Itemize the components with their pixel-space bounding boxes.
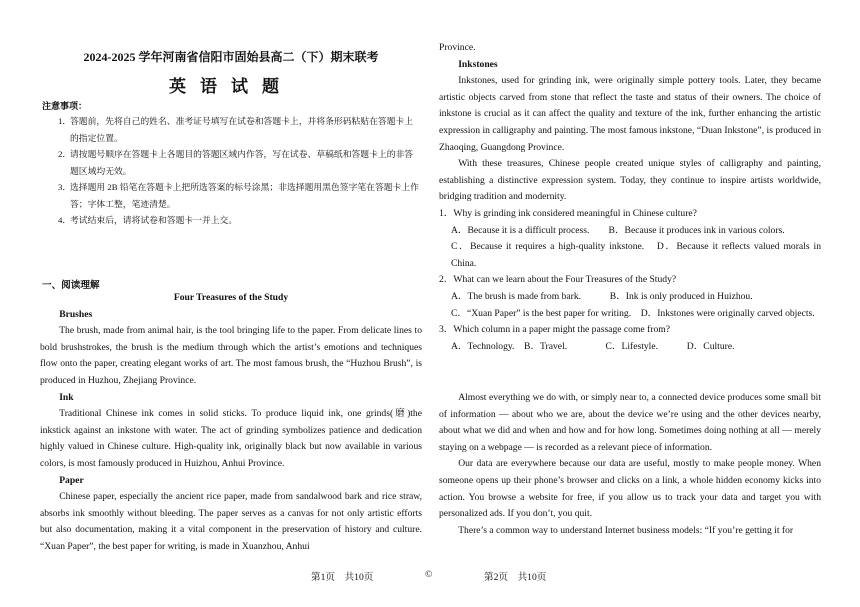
passage-two-paragraph: There’s a common way to understand Internet business models: “If you’re getting it for <box>458 524 794 536</box>
question-1-options-row: A．Because it is a difficult process. B．Because it produces ink in various colors. <box>451 224 785 236</box>
exam-title: 2024-2025 学年河南省信阳市固始县高二（下）期末联考 <box>83 50 379 64</box>
question-2-options-row: C．“Xuan Paper” is the best paper for writing. D．Inkstones were originally carved objects. <box>451 307 815 319</box>
ink-paragraph: Traditional Chinese ink comes in solid sticks. To produce liquid ink, one grinds(磨)the inkstick against an inkstone with water. The act of grinding symbolizes patience and dedication highly valued in Chinese culture. High-quality ink, originally black but now available in various colors, is most famously produced in Huizhou, Anhui Province. <box>40 408 422 469</box>
section-heading: 一、阅读理解 <box>42 280 100 291</box>
inkstones-heading: Inkstones <box>458 58 498 70</box>
question-1: 1．Why is grinding ink considered meaningful in Chinese culture? <box>439 207 697 219</box>
notice-list <box>58 113 420 229</box>
brushes-paragraph: The brush, made from animal hair, is the tool bringing life to the paper. From delicate lines to bold brushstrokes, the brush is the medium through which the artist’s emotions and techniques flow onto the paper, creating elegant works of art. The most famous brush, the “Huzhou Brush”, is produced in Huzhou, Zhejiang Province. <box>40 325 422 386</box>
notice-heading: 注意事项： <box>42 101 88 111</box>
passage-two <box>439 390 821 539</box>
subject-title: 英语试题 <box>169 77 293 96</box>
ink-heading: Ink <box>59 391 74 403</box>
paper-paragraph: Chinese paper, especially the ancient rice paper, made from sandalwood bark and rice straw, absorbs ink smoothly without bleeding. The paper serves as a canvas for not only artistic efforts but also documentation, making it a vital component in the preservation of history and culture. “Xuan Paper”, the best paper for writing, is made in Xuanzhou, Anhui <box>40 491 422 552</box>
notice-item: 2． 请按题号顺序在答题卡上各题目的答题区域内作答，写在试卷、草稿纸和答题卡上的非答题区域均无效。 <box>58 149 414 176</box>
brushes-heading: Brushes <box>59 308 93 320</box>
left-page-number: 第1页 共10页 <box>311 572 374 583</box>
passage-one-right <box>439 40 821 355</box>
passage-title: Four Treasures of the Study <box>173 292 289 303</box>
question-1-options-row: C．Because it requires a high-quality inkstone. D．Because it reflects valued morals in China. <box>451 241 821 269</box>
question-2: 2．What can we learn about the Four Treasures of the Study? <box>439 274 677 286</box>
paper-heading: Paper <box>59 474 84 486</box>
question-2-options-row: A．The brush is made from bark. B．Ink is only produced in Huizhou. <box>451 290 753 302</box>
inkstones-paragraph: Inkstones, used for grinding ink, were originally simple pottery tools. Later, they became artistic objects carved from stone that reflect the taste and status of their owners. The choice of inkstone is crucial as it can affect the quality and texture of the ink, further enhancing the artistic expression in calligraphy and painting. The most famous inkstone, “Duan Inkstone”, is produced in Zhaoqing, Guangdong Province. <box>439 75 821 153</box>
notice-item: 4． 考试结束后，请将试卷和答题卡一并上交。 <box>58 215 238 225</box>
notice-item: 3． 选择题用 2B 铅笔在答题卡上把所选答案的标号涂黑；非选择题用黑色签字笔在答题卡上作答；字体工整，笔迹清楚。 <box>58 182 419 209</box>
question-3: 3．Which column in a paper might the passage come from? <box>439 324 670 336</box>
continuation-text: Province. <box>439 42 476 53</box>
passage-two-paragraph: Almost everything we do with, or simply near to, a connected device produces some small bit of information — about who we are, about the device we’re using and the other devices nearby, about what we did and when and how and for how long. Sometimes doing nothing at all — merely staying on a webpage — is recorded as a relevant piece of information. <box>439 392 821 453</box>
passage-one-left <box>40 290 422 556</box>
question-3-options-row: A．Technology. B．Travel. C．Lifestyle. D．Culture. <box>451 340 735 352</box>
right-page-number: 第2页 共10页 <box>484 572 547 583</box>
center-symbol: © <box>425 569 433 580</box>
passage-two-paragraph: Our data are everywhere because our data are useful, mostly to make people money. When someone opens up their phone’s browser and clicks on a link, a whole hidden economy kicks into action. You browse a website for free, if you allow us to track your data and target you with personalized ads. If you don’t, you quit. <box>439 458 821 520</box>
notice-item: 1． 答题前，先将自己的姓名、准考证号填写在试卷和答题卡上，并将条形码粘贴在答题卡上的指定位置。 <box>58 116 414 143</box>
closing-paragraph: With these treasures, Chinese people created unique styles of calligraphy and painting, establishing a distinctive expression system. Today, they continue to inspire artists worldwide, bridging tradition and modernity. <box>439 158 821 203</box>
